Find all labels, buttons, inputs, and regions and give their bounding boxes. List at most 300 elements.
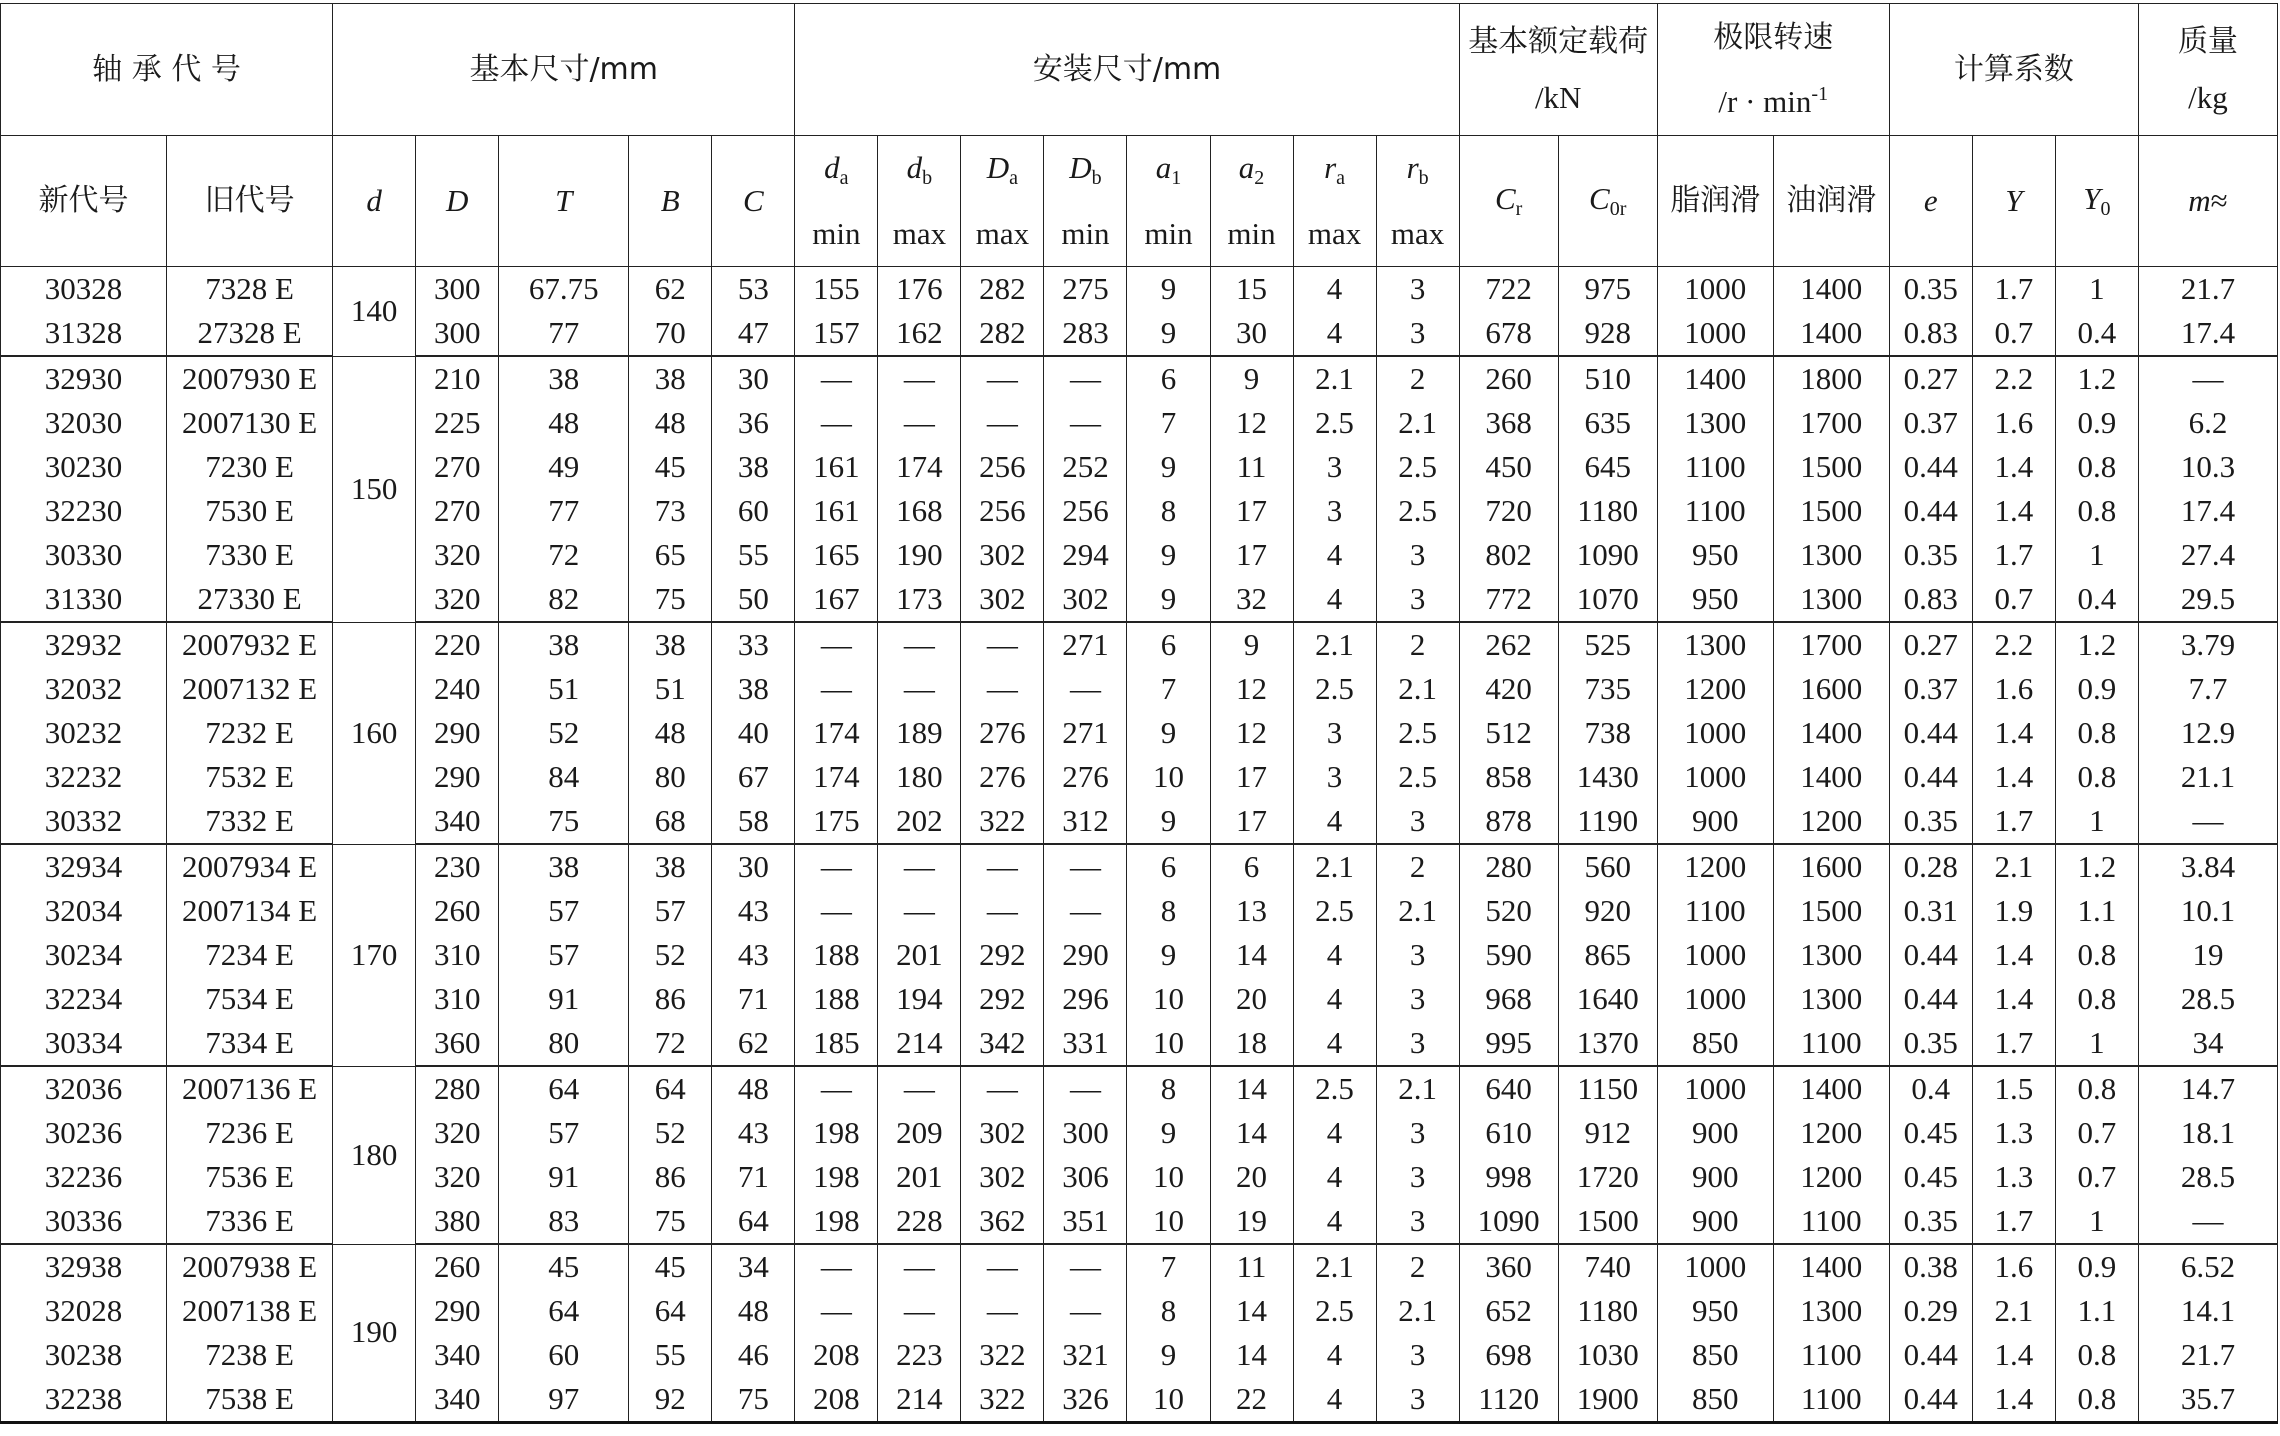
cell-rb: 3: [1376, 533, 1459, 577]
header-a2: $a_2$ min: [1210, 136, 1293, 267]
cell-D: 300: [416, 311, 499, 356]
cell-ra: 2.1: [1293, 356, 1376, 401]
cell-a2: 14: [1210, 1333, 1293, 1377]
cell-rb: 3: [1376, 1199, 1459, 1244]
cell-T: 48: [499, 401, 629, 445]
cell-a1: 6: [1127, 356, 1210, 401]
cell-new-code: 30332: [1, 799, 167, 844]
cell-B: 57: [629, 889, 712, 933]
cell-db: 174: [878, 445, 961, 489]
cell-mass: 14.1: [2138, 1289, 2277, 1333]
cell-grease: 1000: [1657, 977, 1773, 1021]
cell-da: 198: [795, 1111, 878, 1155]
cell-a1: 6: [1127, 622, 1210, 667]
cell-old-code: 7336 E: [167, 1199, 333, 1244]
cell-B: 51: [629, 667, 712, 711]
cell-a1: 9: [1127, 711, 1210, 755]
header-C0r: $C_{0r}$: [1558, 136, 1657, 267]
cell-Cr: 610: [1459, 1111, 1558, 1155]
cell-D: 310: [416, 933, 499, 977]
cell-oil: 1600: [1773, 844, 1889, 889]
cell-Y: 2.1: [1972, 1289, 2055, 1333]
cell-mass: 28.5: [2138, 1155, 2277, 1199]
cell-e: 0.44: [1889, 1377, 1972, 1423]
cell-mass: 10.3: [2138, 445, 2277, 489]
cell-C0r: 735: [1558, 667, 1657, 711]
cell-T: 60: [499, 1333, 629, 1377]
cell-D: 220: [416, 622, 499, 667]
cell-T: 72: [499, 533, 629, 577]
cell-C: 30: [712, 844, 795, 889]
cell-db: 168: [878, 489, 961, 533]
cell-Db: 296: [1044, 977, 1127, 1021]
cell-T: 45: [499, 1244, 629, 1289]
cell-new-code: 30334: [1, 1021, 167, 1066]
cell-D: 260: [416, 1244, 499, 1289]
cell-da: —: [795, 889, 878, 933]
cell-a1: 9: [1127, 1333, 1210, 1377]
cell-a1: 10: [1127, 977, 1210, 1021]
cell-ra: 4: [1293, 933, 1376, 977]
cell-grease: 850: [1657, 1377, 1773, 1423]
cell-C0r: 1070: [1558, 577, 1657, 622]
cell-a2: 13: [1210, 889, 1293, 933]
cell-C0r: 740: [1558, 1244, 1657, 1289]
cell-new-code: 32930: [1, 356, 167, 401]
cell-T: 57: [499, 933, 629, 977]
cell-e: 0.83: [1889, 577, 1972, 622]
cell-mass: 7.7: [2138, 667, 2277, 711]
cell-B: 38: [629, 844, 712, 889]
cell-Da: 256: [961, 445, 1044, 489]
cell-Y: 1.6: [1972, 1244, 2055, 1289]
cell-grease: 1200: [1657, 667, 1773, 711]
cell-Db: 294: [1044, 533, 1127, 577]
cell-D: 340: [416, 799, 499, 844]
cell-Y0: 1.1: [2055, 1289, 2138, 1333]
cell-oil: 1200: [1773, 1111, 1889, 1155]
header-Da: $D_a$ max: [961, 136, 1044, 267]
cell-Y: 1.9: [1972, 889, 2055, 933]
cell-oil: 1200: [1773, 1155, 1889, 1199]
cell-oil: 1500: [1773, 445, 1889, 489]
cell-Db: 271: [1044, 711, 1127, 755]
cell-a1: 7: [1127, 401, 1210, 445]
cell-B: 80: [629, 755, 712, 799]
cell-da: 208: [795, 1333, 878, 1377]
cell-B: 64: [629, 1066, 712, 1111]
cell-oil: 1300: [1773, 1289, 1889, 1333]
cell-D: 300: [416, 267, 499, 312]
header-a1: $a_1$ min: [1127, 136, 1210, 267]
cell-new-code: 30330: [1, 533, 167, 577]
cell-a1: 9: [1127, 311, 1210, 356]
cell-D: 320: [416, 577, 499, 622]
cell-e: 0.27: [1889, 356, 1972, 401]
cell-da: 174: [795, 711, 878, 755]
cell-Y: 0.7: [1972, 577, 2055, 622]
cell-db: 201: [878, 933, 961, 977]
cell-e: 0.83: [1889, 311, 1972, 356]
cell-db: 214: [878, 1377, 961, 1423]
cell-Cr: 998: [1459, 1155, 1558, 1199]
cell-grease: 1000: [1657, 267, 1773, 312]
cell-old-code: 7230 E: [167, 445, 333, 489]
cell-T: 67.75: [499, 267, 629, 312]
cell-a2: 14: [1210, 933, 1293, 977]
cell-ra: 3: [1293, 755, 1376, 799]
cell-Da: 282: [961, 311, 1044, 356]
cell-C0r: 1900: [1558, 1377, 1657, 1423]
cell-ra: 3: [1293, 489, 1376, 533]
cell-rb: 3: [1376, 577, 1459, 622]
cell-old-code: 2007930 E: [167, 356, 333, 401]
cell-mass: 17.4: [2138, 311, 2277, 356]
cell-Db: 290: [1044, 933, 1127, 977]
cell-Da: —: [961, 667, 1044, 711]
cell-C: 38: [712, 667, 795, 711]
cell-old-code: 2007934 E: [167, 844, 333, 889]
cell-a1: 8: [1127, 889, 1210, 933]
cell-T: 91: [499, 977, 629, 1021]
cell-Da: —: [961, 844, 1044, 889]
cell-C: 71: [712, 1155, 795, 1199]
cell-a1: 9: [1127, 1111, 1210, 1155]
cell-mass: 10.1: [2138, 889, 2277, 933]
cell-a2: 12: [1210, 401, 1293, 445]
cell-Y0: 1.2: [2055, 622, 2138, 667]
cell-a1: 10: [1127, 1155, 1210, 1199]
cell-C0r: 1180: [1558, 489, 1657, 533]
cell-Db: 300: [1044, 1111, 1127, 1155]
cell-db: 194: [878, 977, 961, 1021]
cell-rb: 2: [1376, 1244, 1459, 1289]
cell-grease: 1000: [1657, 711, 1773, 755]
cell-Da: 282: [961, 267, 1044, 312]
cell-Db: 276: [1044, 755, 1127, 799]
cell-a2: 6: [1210, 844, 1293, 889]
cell-e: 0.44: [1889, 711, 1972, 755]
cell-e: 0.28: [1889, 844, 1972, 889]
cell-Y0: 0.7: [2055, 1155, 2138, 1199]
cell-a2: 14: [1210, 1289, 1293, 1333]
cell-old-code: 7236 E: [167, 1111, 333, 1155]
cell-Cr: 280: [1459, 844, 1558, 889]
cell-ra: 2.5: [1293, 667, 1376, 711]
cell-C: 30: [712, 356, 795, 401]
cell-old-code: 7538 E: [167, 1377, 333, 1423]
cell-rb: 3: [1376, 933, 1459, 977]
cell-C: 48: [712, 1289, 795, 1333]
cell-da: 175: [795, 799, 878, 844]
cell-e: 0.35: [1889, 267, 1972, 312]
cell-a2: 30: [1210, 311, 1293, 356]
cell-ra: 2.5: [1293, 401, 1376, 445]
cell-Y0: 0.8: [2055, 933, 2138, 977]
cell-C0r: 1090: [1558, 533, 1657, 577]
cell-T: 77: [499, 489, 629, 533]
cell-old-code: 7534 E: [167, 977, 333, 1021]
cell-d: 190: [333, 1244, 416, 1423]
cell-C: 40: [712, 711, 795, 755]
cell-new-code: 32032: [1, 667, 167, 711]
cell-new-code: 31330: [1, 577, 167, 622]
cell-Y0: 1.2: [2055, 356, 2138, 401]
cell-da: —: [795, 1066, 878, 1111]
cell-new-code: 31328: [1, 311, 167, 356]
cell-Db: 351: [1044, 1199, 1127, 1244]
cell-C: 62: [712, 1021, 795, 1066]
cell-a1: 10: [1127, 755, 1210, 799]
cell-a1: 10: [1127, 1377, 1210, 1423]
cell-mass: 12.9: [2138, 711, 2277, 755]
cell-B: 45: [629, 445, 712, 489]
cell-grease: 1100: [1657, 489, 1773, 533]
cell-C0r: 1190: [1558, 799, 1657, 844]
cell-Da: —: [961, 889, 1044, 933]
cell-D: 380: [416, 1199, 499, 1244]
cell-db: —: [878, 401, 961, 445]
cell-a2: 9: [1210, 622, 1293, 667]
cell-D: 320: [416, 1111, 499, 1155]
cell-a1: 8: [1127, 489, 1210, 533]
cell-B: 92: [629, 1377, 712, 1423]
cell-mass: 21.7: [2138, 1333, 2277, 1377]
cell-Y0: 0.4: [2055, 311, 2138, 356]
cell-C0r: 1500: [1558, 1199, 1657, 1244]
cell-B: 86: [629, 1155, 712, 1199]
cell-Db: 256: [1044, 489, 1127, 533]
cell-ra: 4: [1293, 1377, 1376, 1423]
cell-ra: 4: [1293, 311, 1376, 356]
cell-Db: 271: [1044, 622, 1127, 667]
cell-grease: 900: [1657, 799, 1773, 844]
cell-Y0: 0.9: [2055, 401, 2138, 445]
cell-B: 70: [629, 311, 712, 356]
cell-Y0: 0.8: [2055, 1066, 2138, 1111]
cell-C: 46: [712, 1333, 795, 1377]
cell-mass: 35.7: [2138, 1377, 2277, 1423]
cell-a2: 14: [1210, 1111, 1293, 1155]
cell-db: 214: [878, 1021, 961, 1066]
cell-B: 73: [629, 489, 712, 533]
cell-Y: 1.7: [1972, 799, 2055, 844]
cell-Da: 322: [961, 799, 1044, 844]
cell-new-code: 32030: [1, 401, 167, 445]
cell-rb: 3: [1376, 799, 1459, 844]
bearing-table: [0, 3, 2278, 1424]
cell-oil: 1500: [1773, 889, 1889, 933]
cell-Cr: 652: [1459, 1289, 1558, 1333]
cell-Db: 252: [1044, 445, 1127, 489]
cell-old-code: 2007134 E: [167, 889, 333, 933]
header-installation-dimensions: 安装尺寸/mm: [795, 4, 1459, 136]
cell-rb: 2: [1376, 844, 1459, 889]
header-speed-limit: 极限转速 $/r \cdot \min^{-1}$: [1657, 4, 1889, 136]
cell-grease: 1200: [1657, 844, 1773, 889]
cell-Y0: 1.2: [2055, 844, 2138, 889]
cell-Y: 1.4: [1972, 1377, 2055, 1423]
cell-B: 55: [629, 1333, 712, 1377]
cell-mass: —: [2138, 1199, 2277, 1244]
cell-rb: 3: [1376, 1021, 1459, 1066]
cell-new-code: 30232: [1, 711, 167, 755]
cell-C0r: 865: [1558, 933, 1657, 977]
cell-C: 38: [712, 445, 795, 489]
cell-new-code: 30234: [1, 933, 167, 977]
cell-ra: 2.5: [1293, 1066, 1376, 1111]
cell-T: 57: [499, 889, 629, 933]
cell-C0r: 645: [1558, 445, 1657, 489]
cell-da: —: [795, 667, 878, 711]
cell-C0r: 1430: [1558, 755, 1657, 799]
cell-D: 340: [416, 1333, 499, 1377]
cell-db: —: [878, 889, 961, 933]
cell-a1: 9: [1127, 267, 1210, 312]
cell-mass: —: [2138, 799, 2277, 844]
cell-C: 33: [712, 622, 795, 667]
cell-a2: 20: [1210, 1155, 1293, 1199]
cell-old-code: 2007136 E: [167, 1066, 333, 1111]
cell-Y0: 1: [2055, 267, 2138, 312]
cell-ra: 4: [1293, 1199, 1376, 1244]
cell-Cr: 520: [1459, 889, 1558, 933]
cell-B: 72: [629, 1021, 712, 1066]
cell-Cr: 368: [1459, 401, 1558, 445]
cell-db: —: [878, 356, 961, 401]
header-Cr: $C_r$: [1459, 136, 1558, 267]
cell-db: —: [878, 844, 961, 889]
cell-old-code: 7330 E: [167, 533, 333, 577]
cell-grease: 950: [1657, 577, 1773, 622]
cell-db: 162: [878, 311, 961, 356]
cell-da: 157: [795, 311, 878, 356]
cell-ra: 3: [1293, 445, 1376, 489]
cell-Cr: 858: [1459, 755, 1558, 799]
cell-oil: 1400: [1773, 755, 1889, 799]
header-calc-coefficients: 计算系数: [1889, 4, 2138, 136]
cell-old-code: 27328 E: [167, 311, 333, 356]
cell-mass: 19: [2138, 933, 2277, 977]
cell-Y0: 1: [2055, 533, 2138, 577]
cell-grease: 1000: [1657, 755, 1773, 799]
cell-oil: 1400: [1773, 1244, 1889, 1289]
cell-C0r: 560: [1558, 844, 1657, 889]
cell-rb: 2.5: [1376, 445, 1459, 489]
cell-B: 52: [629, 1111, 712, 1155]
table-row: [1, 622, 2278, 667]
cell-Da: —: [961, 356, 1044, 401]
cell-C0r: 912: [1558, 1111, 1657, 1155]
cell-C: 50: [712, 577, 795, 622]
cell-db: —: [878, 1289, 961, 1333]
cell-e: 0.44: [1889, 977, 1972, 1021]
cell-grease: 1000: [1657, 311, 1773, 356]
cell-new-code: 30238: [1, 1333, 167, 1377]
cell-oil: 1600: [1773, 667, 1889, 711]
cell-T: 51: [499, 667, 629, 711]
cell-db: —: [878, 622, 961, 667]
cell-db: 189: [878, 711, 961, 755]
cell-rb: 3: [1376, 1333, 1459, 1377]
cell-ra: 2.5: [1293, 1289, 1376, 1333]
cell-a1: 8: [1127, 1066, 1210, 1111]
cell-Y0: 1.1: [2055, 889, 2138, 933]
cell-C: 43: [712, 933, 795, 977]
cell-T: 97: [499, 1377, 629, 1423]
cell-new-code: 32036: [1, 1066, 167, 1111]
cell-grease: 1000: [1657, 1244, 1773, 1289]
cell-db: 202: [878, 799, 961, 844]
cell-Cr: 995: [1459, 1021, 1558, 1066]
cell-a2: 14: [1210, 1066, 1293, 1111]
cell-a2: 17: [1210, 489, 1293, 533]
cell-mass: 3.84: [2138, 844, 2277, 889]
cell-ra: 4: [1293, 799, 1376, 844]
cell-Da: 276: [961, 711, 1044, 755]
cell-a1: 7: [1127, 1244, 1210, 1289]
cell-Y0: 0.8: [2055, 977, 2138, 1021]
cell-ra: 4: [1293, 1021, 1376, 1066]
cell-rb: 2.5: [1376, 489, 1459, 533]
cell-rb: 2.5: [1376, 755, 1459, 799]
cell-ra: 4: [1293, 1111, 1376, 1155]
cell-C: 48: [712, 1066, 795, 1111]
cell-a1: 9: [1127, 533, 1210, 577]
header-bearing-code: 轴 承 代 号: [1, 4, 333, 136]
cell-Cr: 1120: [1459, 1377, 1558, 1423]
cell-oil: 1700: [1773, 622, 1889, 667]
cell-e: 0.44: [1889, 445, 1972, 489]
cell-da: —: [795, 401, 878, 445]
cell-grease: 1300: [1657, 622, 1773, 667]
cell-C0r: 1720: [1558, 1155, 1657, 1199]
cell-C: 75: [712, 1377, 795, 1423]
cell-rb: 2: [1376, 356, 1459, 401]
cell-D: 310: [416, 977, 499, 1021]
cell-rb: 2.5: [1376, 711, 1459, 755]
cell-Y: 1.7: [1972, 1021, 2055, 1066]
cell-D: 320: [416, 1155, 499, 1199]
cell-rb: 3: [1376, 977, 1459, 1021]
cell-D: 270: [416, 445, 499, 489]
cell-old-code: 7232 E: [167, 711, 333, 755]
cell-grease: 850: [1657, 1333, 1773, 1377]
cell-C: 43: [712, 1111, 795, 1155]
cell-new-code: 32234: [1, 977, 167, 1021]
header-oil: 油润滑: [1773, 136, 1889, 267]
cell-db: —: [878, 1244, 961, 1289]
cell-e: 0.44: [1889, 1333, 1972, 1377]
cell-B: 52: [629, 933, 712, 977]
cell-C0r: 635: [1558, 401, 1657, 445]
cell-da: 155: [795, 267, 878, 312]
cell-grease: 1100: [1657, 445, 1773, 489]
cell-Y: 2.2: [1972, 622, 2055, 667]
cell-a2: 22: [1210, 1377, 1293, 1423]
cell-C0r: 1370: [1558, 1021, 1657, 1066]
cell-old-code: 2007932 E: [167, 622, 333, 667]
cell-Db: 302: [1044, 577, 1127, 622]
cell-a2: 12: [1210, 711, 1293, 755]
cell-T: 77: [499, 311, 629, 356]
cell-C: 71: [712, 977, 795, 1021]
cell-Cr: 698: [1459, 1333, 1558, 1377]
cell-rb: 2.1: [1376, 1066, 1459, 1111]
cell-mass: 28.5: [2138, 977, 2277, 1021]
cell-a2: 17: [1210, 755, 1293, 799]
cell-old-code: 7238 E: [167, 1333, 333, 1377]
